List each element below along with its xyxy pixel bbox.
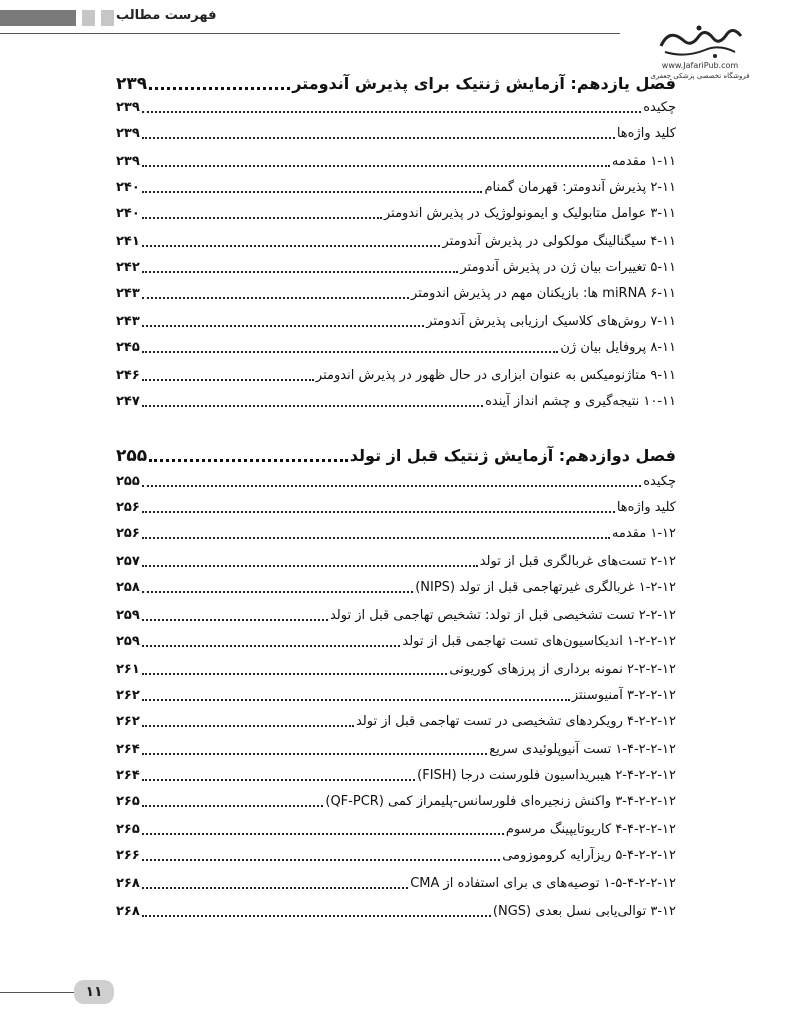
toc-page-number: ۲۵۵ — [116, 446, 148, 466]
toc-chapter-entry[interactable] — [116, 72, 676, 96]
toc-entry[interactable] — [116, 284, 676, 304]
toc-leader-dots — [142, 216, 382, 219]
toc-page-number: ۲۴۷ — [116, 394, 140, 409]
toc-page-number: ۲۳۹ — [116, 154, 140, 169]
toc-entry-title: ۳-۱۲ توالی‌یابی نسل بعدی (NGS) — [492, 904, 676, 919]
toc-leader-dots — [142, 886, 408, 889]
toc-entry-title: ۲-۲-۲-۱۲ نمونه برداری از پرزهای کوریونی — [449, 662, 676, 677]
toc-page-number: ۲۶۲ — [116, 688, 140, 703]
toc-entry-title: چکیده — [643, 100, 676, 115]
toc-leader-dots — [142, 752, 487, 755]
toc-entry-title: ۴-۱۱ سیگنالینگ مولکولی در پذیرش آندومتر — [442, 234, 676, 249]
toc-leader-dots — [149, 86, 290, 90]
toc-leader-dots — [142, 536, 610, 539]
toc-entry[interactable] — [116, 766, 676, 786]
toc-leader-dots — [142, 110, 641, 113]
toc-leader-dots — [142, 858, 500, 861]
toc-page-number: ۲۵۹ — [116, 634, 140, 649]
toc-entry[interactable] — [116, 792, 676, 812]
toc-leader-dots — [142, 324, 424, 327]
toc-leader-dots — [142, 484, 641, 487]
toc-entry-title: ۱۰-۱۱ نتیجه‌گیری و چشم انداز آینده — [485, 394, 676, 409]
toc-leader-dots — [142, 590, 413, 593]
footer-divider — [0, 992, 74, 993]
toc-entry[interactable] — [116, 660, 676, 680]
toc-page-number: ۲۴۵ — [116, 340, 140, 355]
toc-entry[interactable] — [116, 498, 676, 518]
publisher-tagline: فروشگاه تخصصی پزشکی جعفری — [650, 72, 750, 80]
toc-page-number: ۲۴۰ — [116, 206, 140, 221]
toc-leader-dots — [142, 644, 401, 647]
toc-leader-dots — [149, 458, 348, 462]
toc-leader-dots — [142, 136, 615, 139]
toc-page-number: ۲۵۶ — [116, 500, 140, 515]
toc-entry-title: ۷-۱۱ روش‌های کلاسیک ارزیابی پذیرش آندومتر — [426, 314, 676, 329]
toc-entry[interactable] — [116, 338, 676, 358]
toc-entry-title: کلید واژه‌ها — [616, 126, 676, 141]
toc-entry[interactable] — [116, 874, 676, 894]
header-bar-dark — [0, 10, 76, 26]
toc-page-number: ۲۴۳ — [116, 286, 140, 301]
toc-page-number: ۲۳۹ — [116, 126, 140, 141]
toc-entry[interactable] — [116, 312, 676, 332]
toc-page-number: ۲۶۵ — [116, 822, 140, 837]
toc-entry[interactable] — [116, 712, 676, 732]
toc-entry[interactable] — [116, 152, 676, 172]
toc-leader-dots — [142, 350, 559, 353]
header-bar-square — [82, 10, 95, 26]
toc-entry-title: فصل یازدهم: آزمایش ژنتیک برای پذیرش آندومتر — [292, 74, 676, 93]
toc-entry[interactable] — [116, 632, 676, 652]
toc-page-number: ۲۴۲ — [116, 260, 140, 275]
toc-entry[interactable] — [116, 578, 676, 598]
toc-leader-dots — [142, 296, 409, 299]
toc-entry[interactable] — [116, 472, 676, 492]
toc-page-number: ۲۶۵ — [116, 794, 140, 809]
publisher-logo-icon — [655, 22, 745, 60]
toc-entry-title: ۴-۴-۲-۲-۱۲ کاریوتایپینگ مرسوم — [505, 822, 676, 837]
header-divider — [0, 33, 620, 34]
toc-entry-title: کلید واژه‌ها — [616, 500, 676, 515]
toc-entry-title: فصل دوازدهم: آزمایش ژنتیک قبل از تولد — [349, 446, 676, 465]
toc-page-number: ۲۴۳ — [116, 314, 140, 329]
toc-page-number: ۲۳۹ — [116, 100, 140, 115]
toc-leader-dots — [142, 378, 314, 381]
toc-entry-title: ۴-۲-۲-۱۲ رویکردهای تشخیصی در تست تهاجمی قبل از تولد — [355, 714, 676, 729]
toc-entry[interactable] — [116, 204, 676, 224]
toc-leader-dots — [142, 404, 483, 407]
toc-leader-dots — [142, 618, 328, 621]
toc-entry-title: ۱-۲-۲-۱۲ اندیکاسیون‌های تست تهاجمی قبل از تولد — [402, 634, 676, 649]
toc-entry-title: ۹-۱۱ متاژنومیکس به عنوان ابزاری در حال ظهور در پذیرش اندومتر — [315, 368, 676, 383]
toc-entry[interactable] — [116, 606, 676, 626]
toc-entry[interactable] — [116, 232, 676, 252]
toc-chapter-entry[interactable] — [116, 444, 676, 468]
toc-entry[interactable] — [116, 366, 676, 386]
toc-entry[interactable] — [116, 124, 676, 144]
toc-entry-title: ۲-۲-۱۲ تست تشخیصی قبل از تولد: تشخیص تهاجمی قبل از تولد — [329, 608, 676, 623]
toc-page-number: ۲۴۶ — [116, 368, 140, 383]
toc-page-number: ۲۳۹ — [116, 74, 148, 94]
toc-leader-dots — [142, 164, 610, 167]
toc-page-number: ۲۶۱ — [116, 662, 140, 677]
toc-entry[interactable] — [116, 686, 676, 706]
toc-leader-dots — [142, 510, 615, 513]
toc-entry[interactable] — [116, 820, 676, 840]
toc-leader-dots — [142, 804, 324, 807]
toc-entry-title: ۳-۴-۲-۲-۱۲ واکنش زنجیره‌ای فلورسانس-پلیمراز کمی (QF-PCR) — [325, 794, 676, 809]
toc-page-number: ۲۶۶ — [116, 848, 140, 863]
toc-entry-title: ۳-۲-۲-۱۲ آمنیوسنتز — [571, 688, 676, 703]
toc-entry-title: ۲-۱۲ تست‌های غربالگری قبل از تولد — [479, 554, 676, 569]
toc-entry[interactable] — [116, 392, 676, 412]
toc-entry-title: ۱-۵-۴-۲-۲-۱۲ توصیه‌های ی برای استفاده از CMA — [410, 876, 676, 891]
toc-leader-dots — [142, 914, 491, 917]
toc-page-number: ۲۴۰ — [116, 180, 140, 195]
toc-entry-title: ۵-۴-۲-۲-۱۲ ریزآرایه کروموزومی — [502, 848, 676, 863]
toc-entry-title: ۱-۱۲ مقدمه — [611, 526, 676, 541]
toc-leader-dots — [142, 698, 570, 701]
toc-entry[interactable] — [116, 178, 676, 198]
toc-leader-dots — [142, 778, 415, 781]
toc-entry-title: ۸-۱۱ پروفایل بیان ژن — [560, 340, 676, 355]
toc-entry-title: ۱-۲-۱۲ غربالگری غیرتهاجمی قبل از تولد (NIPS) — [415, 580, 676, 595]
toc-entry-title: ۱-۴-۲-۲-۱۲ تست آنیوپلوئیدی سریع — [489, 742, 676, 757]
toc-entry-title: ۵-۱۱ تغییرات بیان ژن در پذیرش آندومتر — [460, 260, 676, 275]
toc-entry-title: ۲-۴-۲-۲-۱۲ هیبریداسیون فلورسنت درجا (FISH) — [417, 768, 676, 783]
toc-entry[interactable] — [116, 524, 676, 544]
toc-leader-dots — [142, 244, 441, 247]
toc-leader-dots — [142, 270, 459, 273]
toc-entry[interactable] — [116, 552, 676, 572]
toc-page-number: ۲۶۸ — [116, 904, 140, 919]
header-bar-square — [101, 10, 114, 26]
toc-entry[interactable] — [116, 258, 676, 278]
toc-entry-title: ۲-۱۱ پذیرش آندومتر: قهرمان گمنام — [484, 180, 676, 195]
toc-page-number: ۲۶۲ — [116, 714, 140, 729]
toc-leader-dots — [142, 564, 478, 567]
toc-entry-title: چکیده — [643, 474, 676, 489]
toc-leader-dots — [142, 832, 504, 835]
toc-entry-title: ۱-۱۱ مقدمه — [611, 154, 676, 169]
toc-page-number: ۲۶۴ — [116, 768, 140, 783]
toc-page-number: ۲۵۵ — [116, 474, 140, 489]
toc-entry-title: ۳-۱۱ عوامل متابولیک و ایمونولوژیک در پذیرش اندومتر — [383, 206, 676, 221]
page-title: فهرست مطالب — [116, 8, 217, 23]
toc-leader-dots — [142, 190, 483, 193]
toc-entry[interactable] — [116, 846, 676, 866]
toc-entry[interactable] — [116, 902, 676, 922]
toc-page-number: ۲۵۹ — [116, 608, 140, 623]
toc-page-number: ۲۶۴ — [116, 742, 140, 757]
toc-page-number: ۲۵۷ — [116, 554, 140, 569]
toc-leader-dots — [142, 724, 354, 727]
toc-entry-title: ۶-۱۱ miRNA ها: بازیکنان مهم در پذیرش اندومتر — [411, 286, 676, 301]
toc-entry[interactable] — [116, 98, 676, 118]
page-number: ۱۱ — [74, 980, 114, 1004]
publisher-url: www.JafariPub.com — [661, 61, 739, 70]
toc-leader-dots — [142, 672, 448, 675]
toc-page-number: ۲۵۶ — [116, 526, 140, 541]
toc-page-number: ۲۶۸ — [116, 876, 140, 891]
toc-page-number: ۲۴۱ — [116, 234, 140, 249]
toc-entry[interactable] — [116, 740, 676, 760]
toc-page-number: ۲۵۸ — [116, 580, 140, 595]
